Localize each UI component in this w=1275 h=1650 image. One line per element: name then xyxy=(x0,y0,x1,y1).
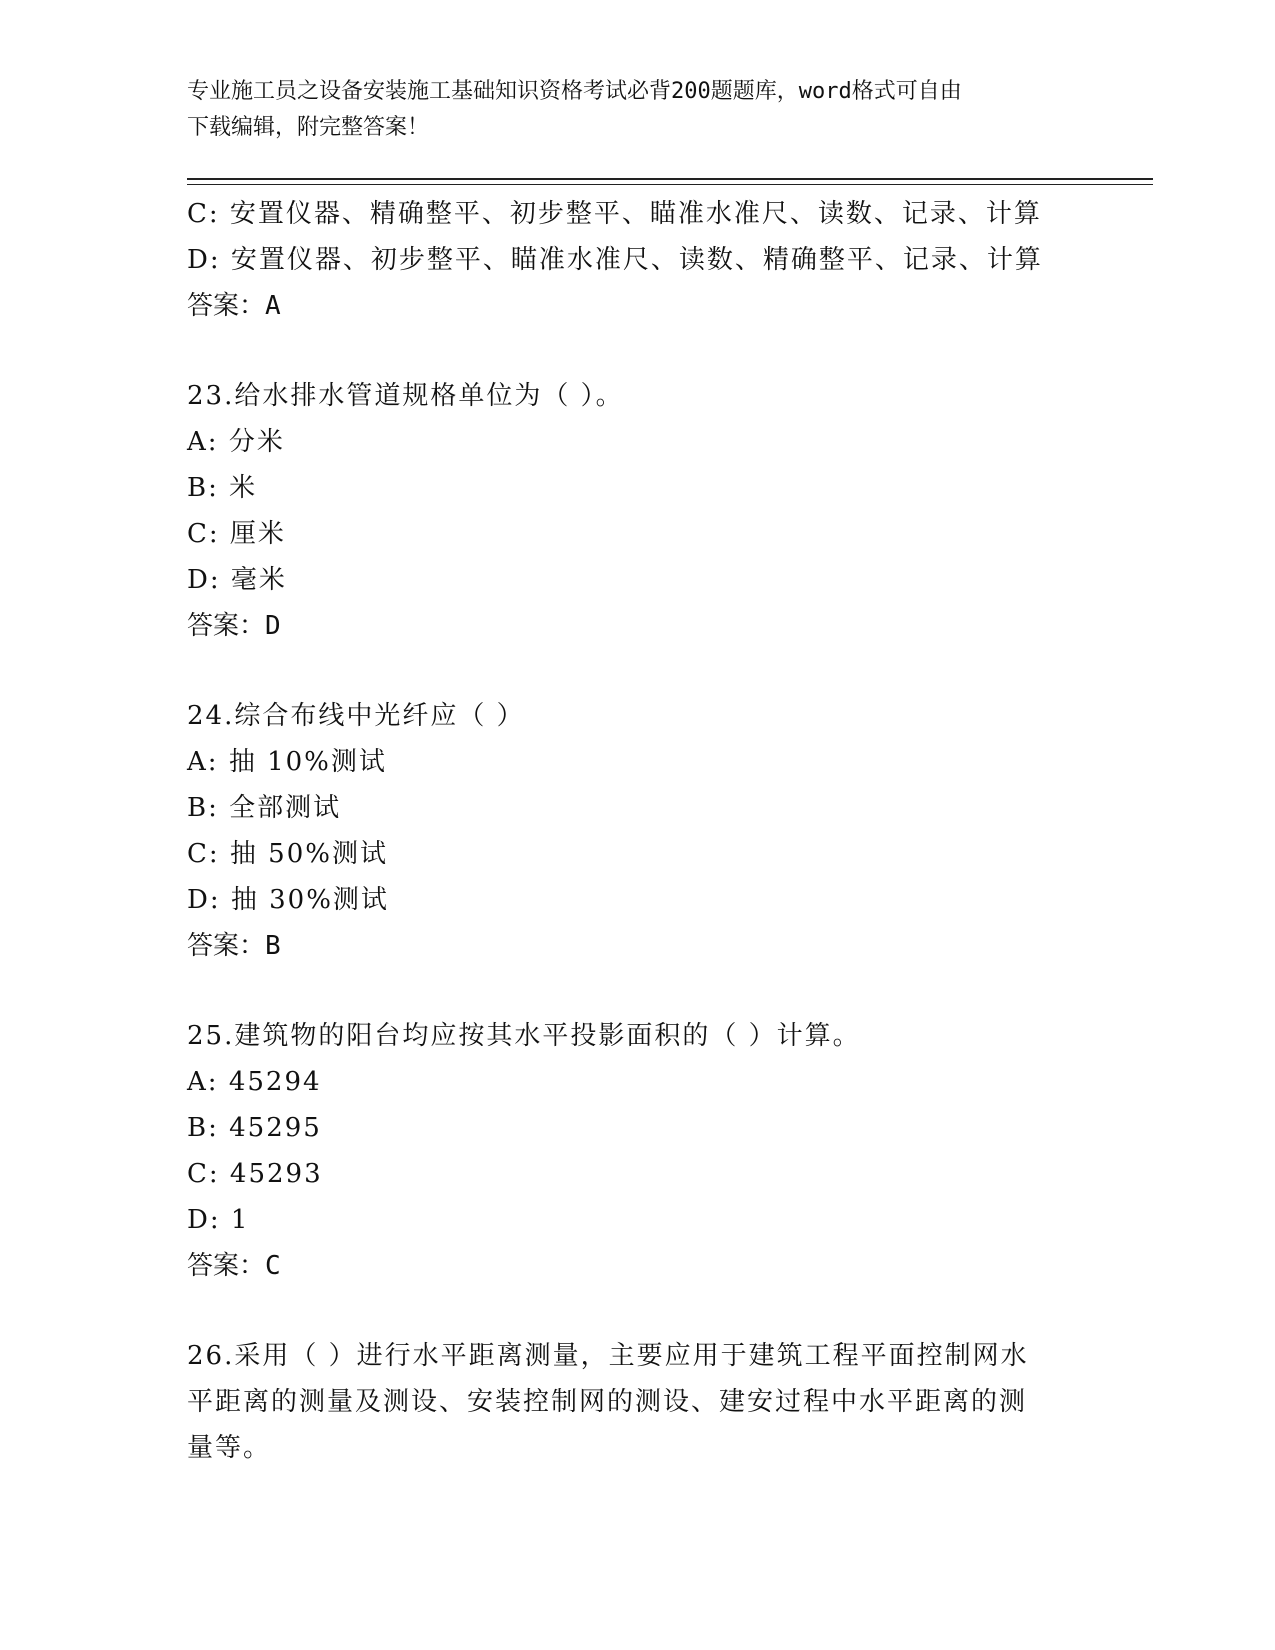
option-text: 45293 xyxy=(229,1159,323,1189)
option-label: B: xyxy=(187,1113,219,1143)
option-label: D: xyxy=(187,885,221,915)
option-label: D: xyxy=(187,565,221,595)
question-24 xyxy=(187,693,1087,969)
option-d xyxy=(187,237,1087,283)
option-label: C: xyxy=(187,519,220,549)
header-divider-thick xyxy=(187,178,1153,180)
question-stem: 23.给水排水管道规格单位为（ ）。 xyxy=(187,381,624,411)
question-stem: 25.建筑物的阳台均应按其水平投影面积的（ ）计算。 xyxy=(187,1021,861,1051)
option-label: A: xyxy=(187,427,219,457)
answer-line: 答案：A xyxy=(187,291,281,321)
option-text: 分米 xyxy=(228,427,285,457)
option-text: 抽 10%测试 xyxy=(228,747,387,777)
option-label: D: xyxy=(187,1205,221,1235)
option-text: 抽 50%测试 xyxy=(229,839,388,869)
option-a xyxy=(187,739,1087,785)
question-stem-line-3: 量等。 xyxy=(187,1433,272,1463)
option-c xyxy=(187,1151,1087,1197)
option-c xyxy=(187,511,1087,557)
option-d xyxy=(187,557,1087,603)
option-label: B: xyxy=(187,473,219,503)
option-d xyxy=(187,1197,1087,1243)
document-header xyxy=(187,74,1087,146)
option-label: A: xyxy=(187,1067,219,1097)
option-text: 厘米 xyxy=(229,519,286,549)
option-b xyxy=(187,785,1087,831)
question-23 xyxy=(187,373,1087,649)
option-label: D: xyxy=(187,245,221,275)
question-stem: 24.综合布线中光纤应（ ） xyxy=(187,701,525,731)
answer-line: 答案：B xyxy=(187,931,281,961)
option-label: B: xyxy=(187,793,219,823)
answer-line: 答案：C xyxy=(187,1251,281,1281)
header-line-1: 专业施工员之设备安装施工基础知识资格考试必背200题题库，word格式可自由 xyxy=(187,79,962,104)
option-label: C: xyxy=(187,839,220,869)
option-text: 安置仪器、初步整平、瞄准水准尺、读数、精确整平、记录、计算 xyxy=(230,245,1043,275)
question-22-continued xyxy=(187,191,1087,329)
question-26 xyxy=(187,1333,1087,1471)
option-label: A: xyxy=(187,747,219,777)
option-text: 全部测试 xyxy=(229,793,342,823)
option-a xyxy=(187,1059,1087,1105)
option-b xyxy=(187,1105,1087,1151)
question-content xyxy=(187,191,1087,1471)
option-label: C: xyxy=(187,199,220,229)
header-line-2: 下载编辑，附完整答案！ xyxy=(187,115,430,140)
option-a xyxy=(187,419,1087,465)
option-text: 米 xyxy=(229,473,258,503)
option-text: 安置仪器、精确整平、初步整平、瞄准水准尺、读数、记录、计算 xyxy=(229,199,1042,229)
option-text: 45295 xyxy=(229,1113,322,1143)
option-text: 抽 30%测试 xyxy=(230,885,389,915)
option-c xyxy=(187,191,1087,237)
option-text: 1 xyxy=(230,1205,250,1235)
option-label: C: xyxy=(187,1159,220,1189)
header-divider-thin xyxy=(187,184,1153,185)
answer-line: 答案：D xyxy=(187,611,281,641)
option-text: 毫米 xyxy=(230,565,287,595)
option-d xyxy=(187,877,1087,923)
question-stem-line-1: 26.采用（ ）进行水平距离测量，主要应用于建筑工程平面控制网水 xyxy=(187,1341,1029,1371)
question-stem-line-2: 平距离的测量及测设、安装控制网的测设、建安过程中水平距离的测 xyxy=(187,1387,1028,1417)
option-b xyxy=(187,465,1087,511)
option-c xyxy=(187,831,1087,877)
option-text: 45294 xyxy=(228,1067,322,1097)
question-25 xyxy=(187,1013,1087,1289)
